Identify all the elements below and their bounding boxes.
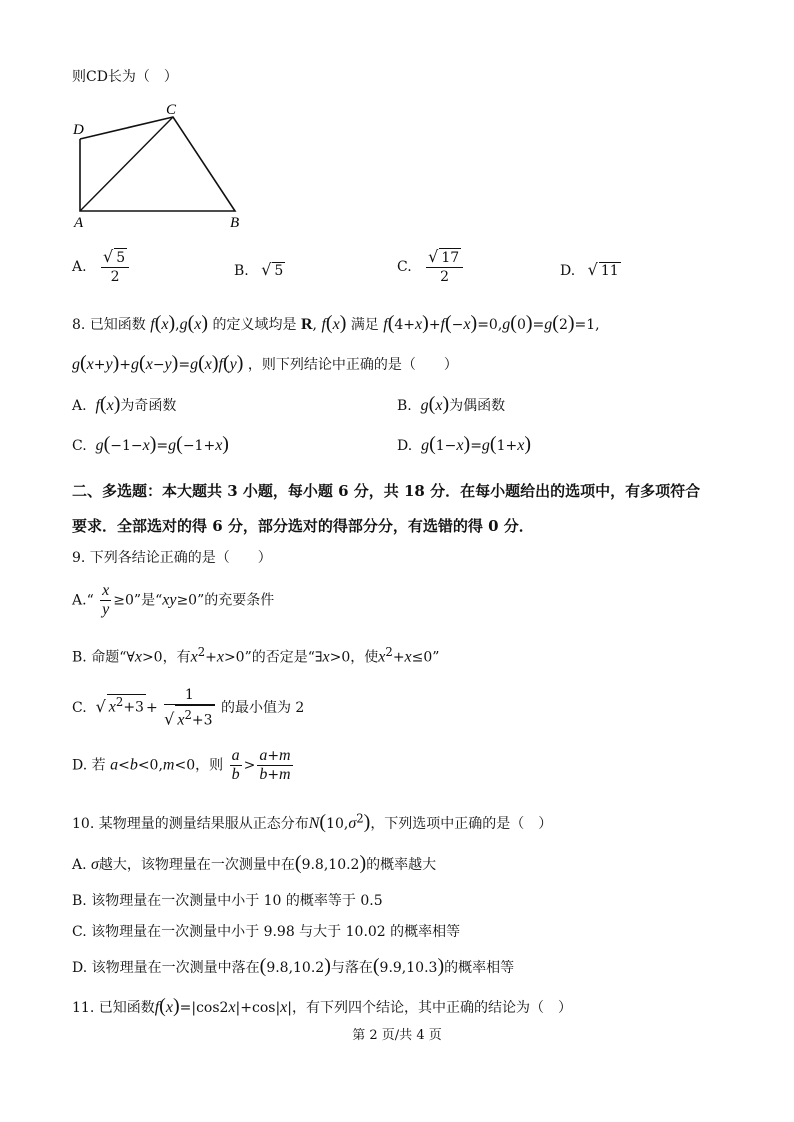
q8-line2: g(x+y)+g(x−y)=g(x)f(y) ，则下列结论中正确的是（ ） xyxy=(72,352,458,374)
quadrilateral-figure xyxy=(70,100,260,230)
q7-c-num: 17 xyxy=(441,250,460,266)
q7-option-d[interactable]: D. √ 11 xyxy=(560,260,619,279)
q7-c-den: 2 xyxy=(440,269,450,285)
q8-line1: 8. 已知函数 f(x),g(x) 的定义域均是 R, f(x) 满足 f(4+x)+f(−x)=0,g(0)=g(2)=1, xyxy=(72,312,600,334)
q7-option-a[interactable]: A. $\frac{√ 5}{2}$ xyxy=(72,248,131,286)
label-A: A xyxy=(74,215,84,230)
label-D: D xyxy=(73,122,84,138)
q9-stem: 9. 下列各结论正确的是（ ） xyxy=(72,550,272,566)
q8-option-d[interactable]: D. g(1−x)=g(1+x) xyxy=(397,433,532,455)
q7-stem-tail: 则CD长为（ ） xyxy=(72,69,178,85)
q10-option-c[interactable]: C. 该物理量在一次测量中小于 9.98 与大于 10.02 的概率相等 xyxy=(72,924,461,940)
q7-a-num: 5 xyxy=(116,250,126,266)
q8-option-a[interactable]: A. f(x)为奇函数 xyxy=(72,393,177,415)
q7-a-den: 2 xyxy=(110,269,120,285)
q10-option-b[interactable]: B. 该物理量在一次测量中小于 10 的概率等于 0.5 xyxy=(72,893,383,909)
q9-option-c[interactable]: C. √ $x^2+3$ + $\frac{1}{√ x^2+3}$ 的最小值为 2 xyxy=(72,687,305,729)
section2-heading-line1: 二、多选题：本大题共 3 小题，每小题 6 分，共 18 分．在每小题给出的选项中，有多项符合 xyxy=(72,482,701,500)
q11-stem: 11. 已知函数f(x)=|cos2x|+cos|x|，有下列四个结论，其中正确的结论为（ ） xyxy=(72,995,572,1017)
q7-option-c[interactable]: C. $\frac{√ 17}{2}$ xyxy=(397,248,465,286)
q10-option-d[interactable]: D. 该物理量在一次测量中落在(9.8,10.2)与落在(9.9,10.3)的概率相等 xyxy=(72,955,515,977)
q8-option-b[interactable]: B. g(x)为偶函数 xyxy=(397,393,506,415)
q7-b-val: 5 xyxy=(274,263,284,279)
q9-option-d[interactable]: D. 若 a<b<0,m<0，则 $\frac{a}{b}$ > $\frac{a+m}{b+m}$ xyxy=(72,747,291,783)
quadrilateral-shape xyxy=(80,117,235,211)
label-C: C xyxy=(166,102,177,118)
page-footer: 第 2 页/共 4 页 xyxy=(352,1028,442,1043)
label-B: B xyxy=(230,215,240,230)
q7-d-val: 11 xyxy=(600,263,619,279)
diagonal-ac xyxy=(80,117,173,211)
q10-stem: 10. 某物理量的测量结果服从正态分布$N(10,\sigma^2)$，下列选项中正确的是（ ） xyxy=(72,811,553,833)
section2-heading-line2: 要求．全部选对的得 6 分，部分选对的得部分分，有选错的得 0 分． xyxy=(72,517,534,535)
q10-option-a[interactable]: A. σ越大，该物理量在一次测量中在(9.8,10.2)的概率越大 xyxy=(72,852,437,874)
q8-option-c[interactable]: C. g(−1−x)=g(−1+x) xyxy=(72,433,229,455)
q9-option-a[interactable]: A.“ $\frac{x}{y}$ ≥0”是“xy≥0”的充要条件 xyxy=(72,582,275,618)
q9-option-b[interactable]: B. 命题“∀x>0，有$x^2+x>0$”的否定是“∃x>0，使$x^2+x\le 0$” xyxy=(72,645,440,666)
q7-option-b[interactable]: B. √ 5 xyxy=(234,260,284,279)
